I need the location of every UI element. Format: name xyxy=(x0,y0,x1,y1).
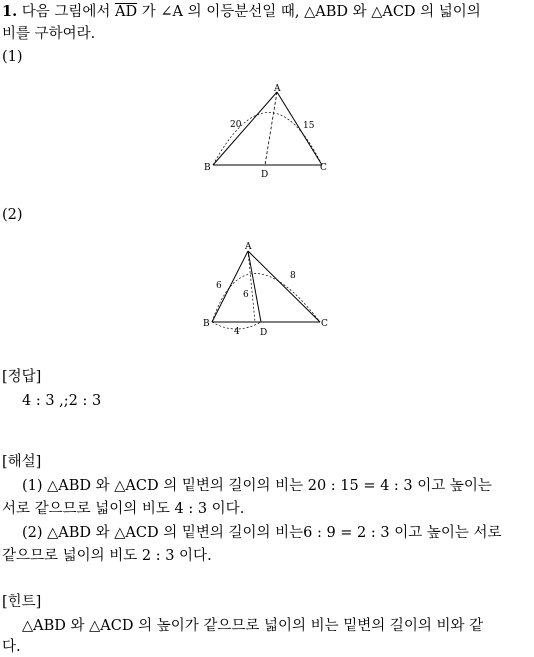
part-1-label: (1) xyxy=(2,49,23,65)
hint-line-1: △ABD 와 △ACD 의 높이가 같으므로 넓이의 비는 밑변의 길이의 비와 같 xyxy=(22,618,484,634)
fig2-label-ad: 6 xyxy=(243,290,249,300)
explanation-line-3: (2) △ABD 와 △ACD 의 밑변의 길이의 비는6 : 9 = 2 : 3 이고 높이는 서로 xyxy=(22,525,502,541)
fig2-label-ab: 6 xyxy=(216,281,222,291)
fig1-side-ab xyxy=(213,92,277,165)
part-2-label: (2) xyxy=(2,207,23,223)
explanation-line-2: 서로 같으므로 넓이의 비도 4 : 3 이다. xyxy=(2,501,245,517)
explanation-header: [해설] xyxy=(2,454,42,470)
segment-ad: $\overline{AD}$ xyxy=(115,4,138,20)
fig1-label-b: B xyxy=(204,163,211,173)
fig2-label-bd: 4 xyxy=(234,327,240,337)
fig1-side-ac xyxy=(277,92,322,165)
problem-text-b: 가 ∠A 의 이등분선일 때, △ABD 와 △ACD 의 넓이의 xyxy=(137,4,481,20)
fig1-label-c: C xyxy=(320,163,327,173)
fig2-label-b: B xyxy=(203,319,210,329)
explanation-line-4: 같으므로 넓이의 비도 2 : 3 이다. xyxy=(2,548,212,564)
fig2-dashed-ad xyxy=(248,251,255,322)
fig1-label-ab: 20 xyxy=(230,120,242,130)
fig2-label-ac: 8 xyxy=(290,271,296,281)
problem-line-2: 비를 구하여라. xyxy=(2,26,96,42)
answer-text: 4 : 3 ,;2 : 3 xyxy=(22,393,102,409)
fig1-label-a: A xyxy=(274,84,281,94)
fig2-label-d: D xyxy=(260,328,268,338)
fig2-arc-top xyxy=(212,274,320,323)
fig1-label-d: D xyxy=(261,170,269,180)
problem-text-a: 다음 그림에서 xyxy=(21,4,116,20)
problem-number: 1. xyxy=(2,3,18,20)
hint-line-2: 다. xyxy=(2,639,21,655)
fig2-label-a: A xyxy=(245,242,252,252)
fig2-label-c: C xyxy=(321,319,328,329)
explanation-line-1: (1) △ABD 와 △ACD 의 밑변의 길이의 비는 20 : 15 = 4 : 3 이고 높이는 xyxy=(22,478,492,494)
answer-header: [정답] xyxy=(2,369,42,385)
fig1-label-ac: 15 xyxy=(303,121,315,131)
hint-header: [힌트] xyxy=(2,594,42,610)
